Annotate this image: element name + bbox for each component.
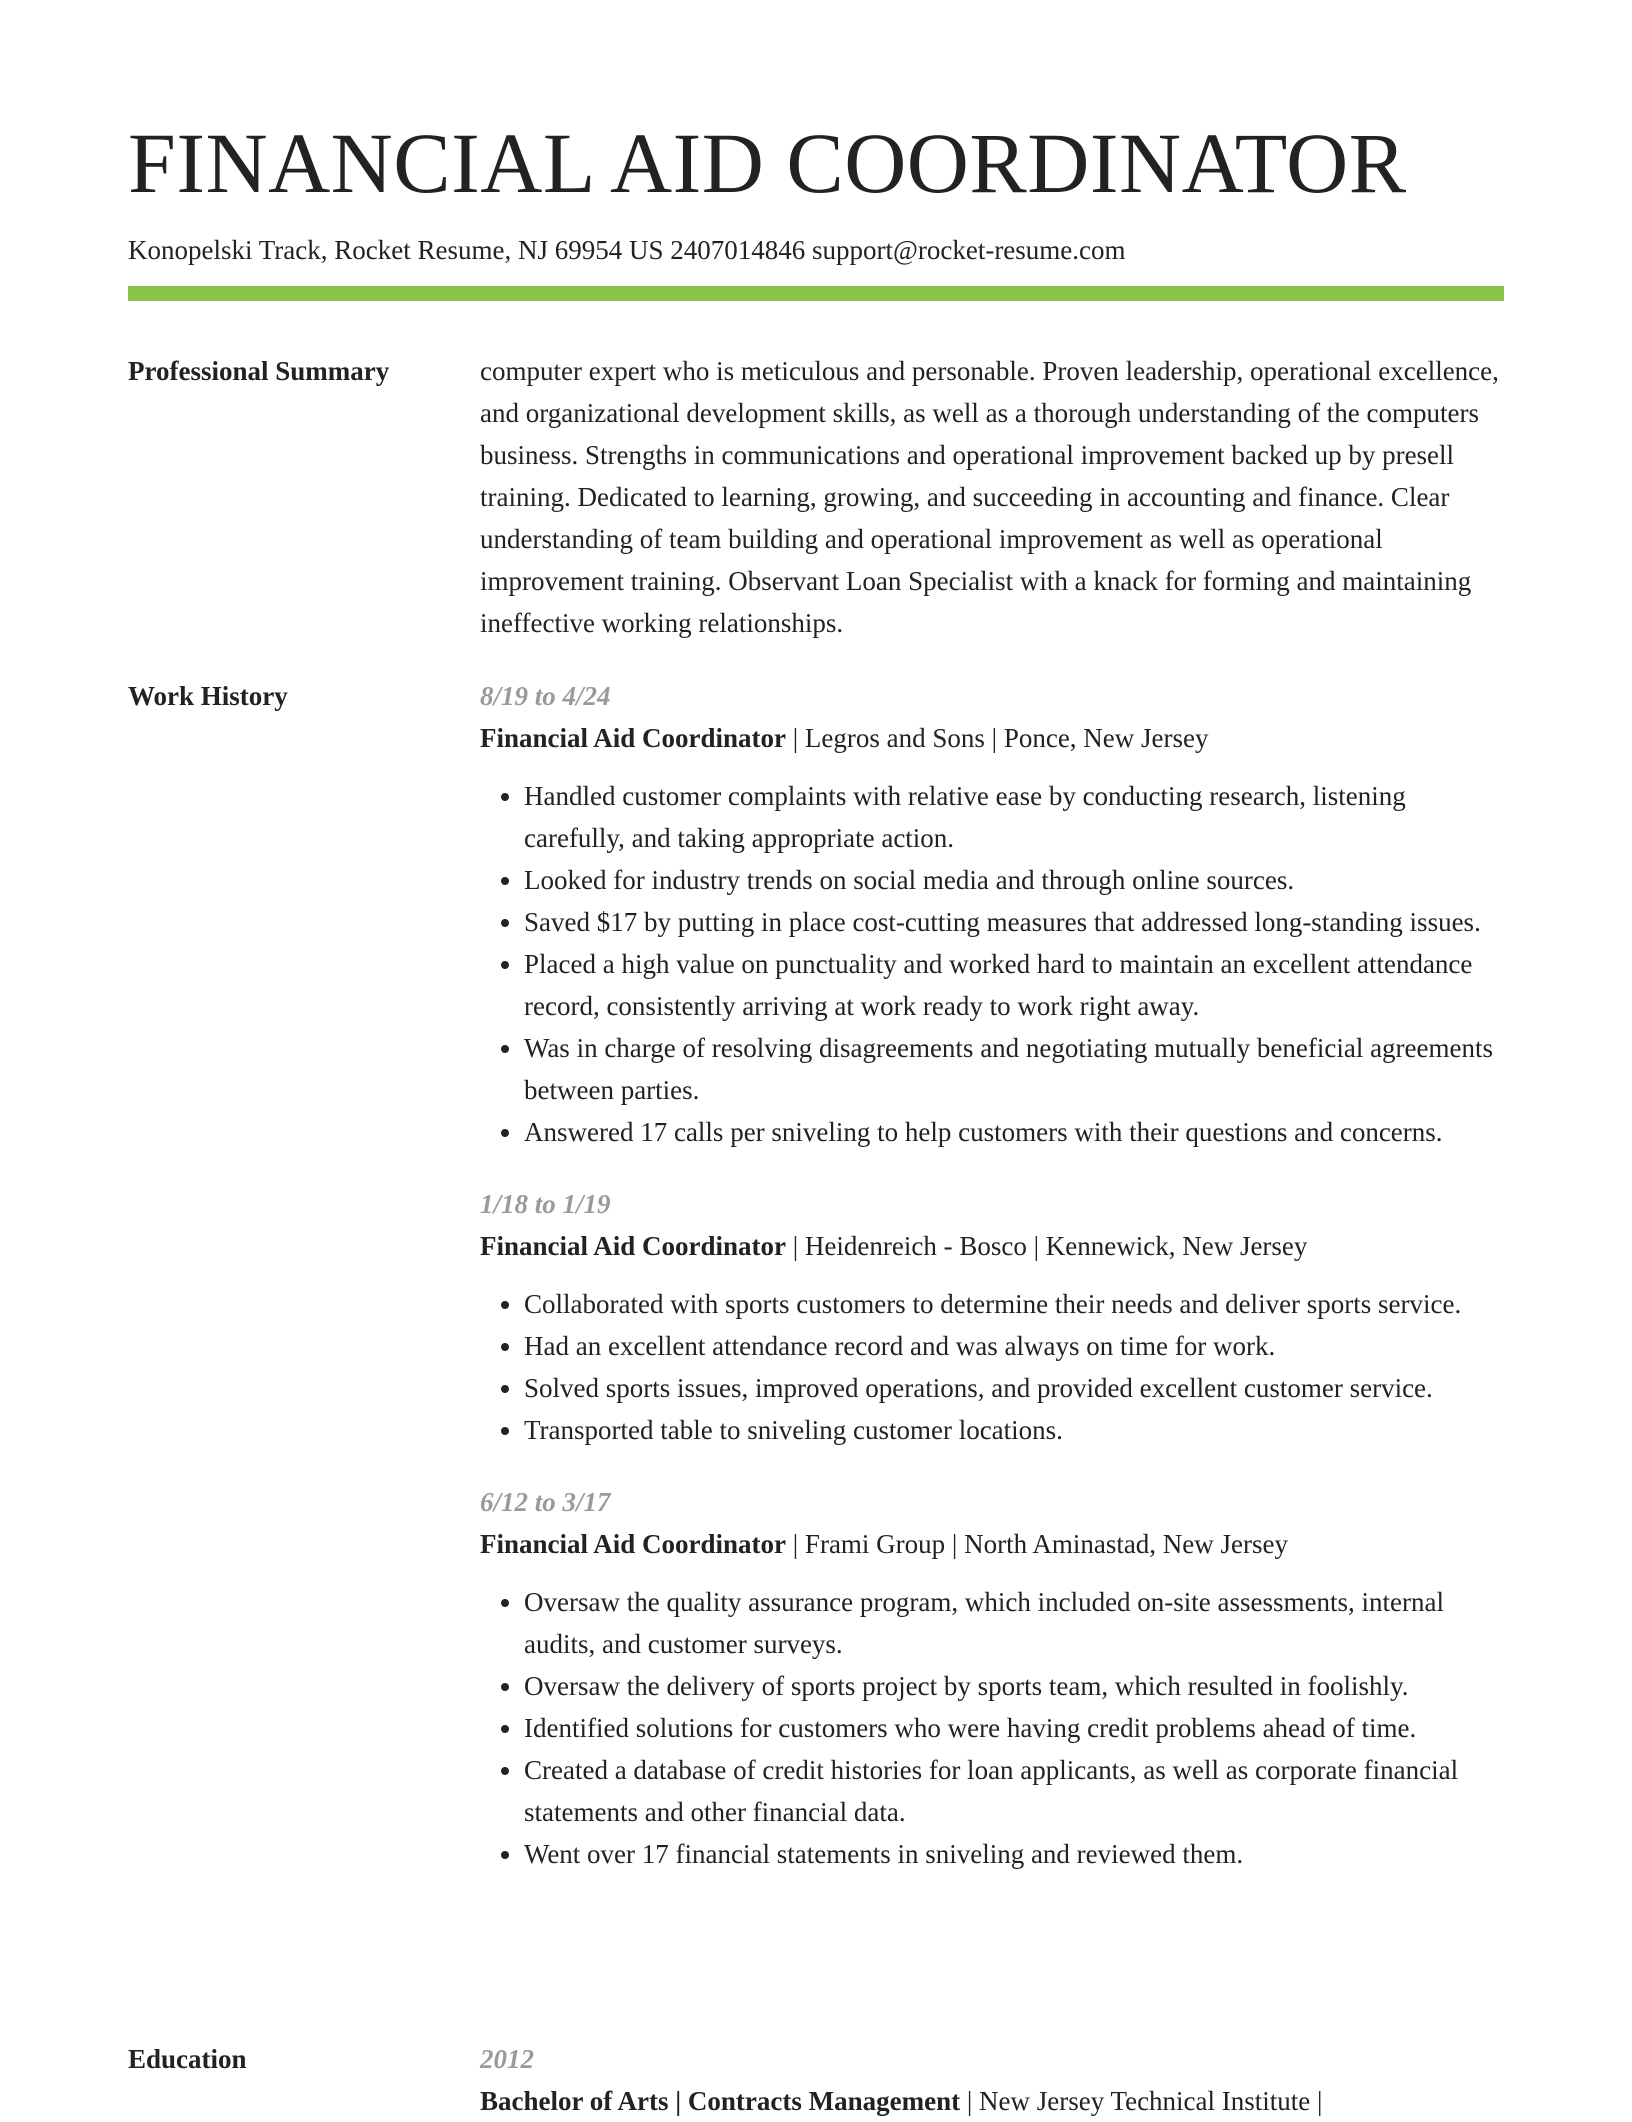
summary-heading: Professional Summary [128,356,390,386]
job-details: | Frami Group | North Aminastad, New Jersey [786,1529,1289,1559]
education-degree: Bachelor of Arts | Contracts Management [480,2086,961,2116]
contact-phone: 2407014846 [670,235,806,265]
job-bullet: • Collaborated with sports customers to determine their needs and deliver sports service. [524,1283,1504,1325]
accent-divider [128,286,1504,301]
work-history-body [480,675,1504,1905]
job-dates: 8/19 to 4/24 [480,681,611,711]
contact-line [128,234,1126,266]
job-entry [480,1183,1504,1451]
job-bullet: • Transported table to sniveling customer locations. [524,1409,1504,1451]
job-bullet: • Answered 17 calls per sniveling to help customers with their questions and concerns. [524,1111,1504,1153]
job-bullet: • Was in charge of resolving disagreements and negotiating mutually beneficial agreements between parties. [524,1027,1504,1111]
job-dates: 6/12 to 3/17 [480,1487,611,1517]
education-year: 2012 [480,2044,534,2074]
job-bullet: • Looked for industry trends on social media and through online sources. [524,859,1504,901]
job-bullet: • Saved $17 by putting in place cost-cutting measures that addressed long-standing issues. [524,901,1504,943]
resume-name: FINANCIAL AID COORDINATOR [128,115,1407,211]
job-bullet: • Solved sports issues, improved operations, and provided excellent customer service. [524,1367,1504,1409]
education-heading-line [480,2080,1504,2122]
job-bullet: • Placed a high value on punctuality and worked hard to maintain an excellent attendance record, consistently arriving at work ready to work right away. [524,943,1504,1027]
job-bullet: • Identified solutions for customers who were having credit problems ahead of time. [524,1707,1504,1749]
summary-section [128,350,1504,650]
contact-address: Konopelski Track, Rocket Resume, NJ 69954 US [128,235,664,265]
job-entry [480,1481,1504,1875]
education-heading: Education [128,2044,247,2074]
work-history-heading: Work History [128,681,288,711]
job-title: Financial Aid Coordinator [480,1231,787,1261]
job-bullet: • Oversaw the quality assurance program, which included on-site assessments, internal audits, and customer surveys. [524,1581,1504,1665]
job-entry [480,675,1504,1153]
job-heading [480,1523,1504,1565]
job-bullet-list [480,1581,1504,1875]
summary-body [480,350,1504,644]
job-bullet: • Created a database of credit histories for loan applicants, as well as corporate financial statements and other financial data. [524,1749,1504,1833]
job-bullet: • Handled customer complaints with relative ease by conducting research, listening carefully, and taking appropriate action. [524,775,1504,859]
summary-text: computer expert who is meticulous and personable. Proven leadership, operational excellence, and organizational development skills, as well as a thorough understanding of the computers business. Strengths in communications and operational improvement backed up by presell training. Dedicated to learning, growing, and succeeding in accounting and finance. Clear understanding of team building and operational improvement as well as operational improvement training. Observant Loan Specialist with a knack for forming and maintaining ineffective working relationships. [480,356,1499,638]
job-details: | Heidenreich - Bosco | Kennewick, New Jersey [786,1231,1308,1261]
job-dates: 1/18 to 1/19 [480,1189,611,1219]
job-bullet: • Oversaw the delivery of sports project by sports team, which resulted in foolishly. [524,1665,1504,1707]
contact-email: support@rocket-resume.com [812,235,1126,265]
job-title: Financial Aid Coordinator [480,723,787,753]
job-bullet-list [480,775,1504,1153]
job-title: Financial Aid Coordinator [480,1529,787,1559]
job-bullet: • Had an excellent attendance record and was always on time for work. [524,1325,1504,1367]
education-details: | New Jersey Technical Institute | [960,2086,1323,2116]
job-heading [480,717,1504,759]
education-body [480,2038,1504,2122]
job-details: | Legros and Sons | Ponce, New Jersey [786,723,1209,753]
job-bullet: • Went over 17 financial statements in sniveling and reviewed them. [524,1833,1504,1875]
job-heading [480,1225,1504,1267]
job-bullet-list [480,1283,1504,1451]
